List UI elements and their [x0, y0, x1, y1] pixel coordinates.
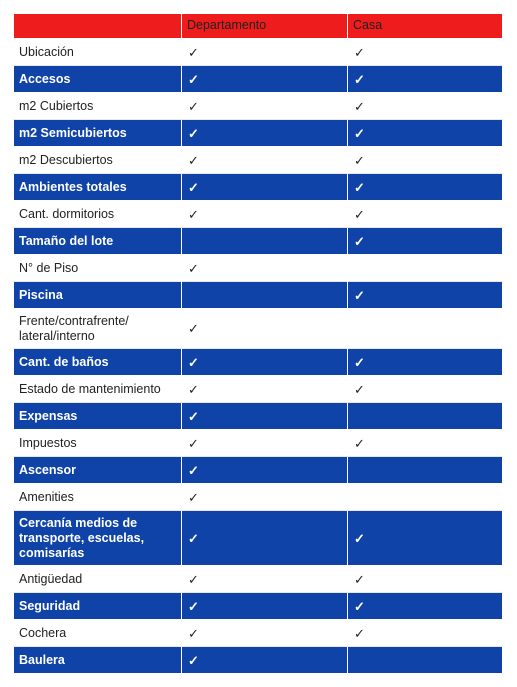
table-row: [14, 282, 503, 309]
casa-check: ✓: [348, 620, 503, 647]
table-row: [14, 201, 503, 228]
casa-check: ✓: [348, 593, 503, 620]
casa-check: ✓: [348, 566, 503, 593]
departamento-check: ✓: [182, 484, 348, 511]
departamento-check: ✓: [182, 511, 348, 566]
table-row: [14, 255, 503, 282]
departamento-check: ✓: [182, 174, 348, 201]
header-row: [14, 14, 503, 39]
table-body: [14, 39, 503, 674]
departamento-check: ✓: [182, 201, 348, 228]
row-label: N° de Piso: [14, 255, 182, 282]
row-label: Expensas: [14, 403, 182, 430]
departamento-check: ✓: [182, 39, 348, 66]
departamento-check: ✓: [182, 309, 348, 349]
row-label: Baulera: [14, 647, 182, 674]
departamento-check: ✓: [182, 593, 348, 620]
table-row: [14, 147, 503, 174]
table-row: [14, 403, 503, 430]
casa-check: [348, 255, 503, 282]
departamento-check: ✓: [182, 430, 348, 457]
row-label: Ubicación: [14, 39, 182, 66]
row-label: Ascensor: [14, 457, 182, 484]
departamento-check: ✓: [182, 120, 348, 147]
row-label: Frente/contrafrente/ lateral/interno: [14, 309, 182, 349]
departamento-check: [182, 282, 348, 309]
row-label: Cochera: [14, 620, 182, 647]
table-row: [14, 39, 503, 66]
row-label: Piscina: [14, 282, 182, 309]
table-row: [14, 309, 503, 349]
table-row: [14, 620, 503, 647]
departamento-check: ✓: [182, 66, 348, 93]
row-label: Ambientes totales: [14, 174, 182, 201]
casa-check: ✓: [348, 120, 503, 147]
casa-check: ✓: [348, 174, 503, 201]
table-row: [14, 566, 503, 593]
departamento-check: ✓: [182, 566, 348, 593]
row-label: Estado de mantenimiento: [14, 376, 182, 403]
casa-check: ✓: [348, 147, 503, 174]
departamento-check: ✓: [182, 457, 348, 484]
departamento-check: ✓: [182, 620, 348, 647]
casa-check: ✓: [348, 430, 503, 457]
table-row: [14, 376, 503, 403]
casa-check: ✓: [348, 93, 503, 120]
table-row: [14, 228, 503, 255]
row-label: Antigüedad: [14, 566, 182, 593]
departamento-check: ✓: [182, 255, 348, 282]
casa-check: [348, 647, 503, 674]
departamento-check: ✓: [182, 349, 348, 376]
casa-check: ✓: [348, 511, 503, 566]
casa-check: ✓: [348, 376, 503, 403]
row-label: Accesos: [14, 66, 182, 93]
table-row: [14, 647, 503, 674]
casa-check: [348, 457, 503, 484]
table-header: [14, 14, 503, 39]
row-label: Cant. de baños: [14, 349, 182, 376]
table-row: [14, 484, 503, 511]
departamento-check: ✓: [182, 147, 348, 174]
header-cell-empty: [14, 14, 182, 39]
header-cell-departamento: Departamento: [182, 14, 348, 39]
table-row: [14, 93, 503, 120]
table-row: [14, 66, 503, 93]
row-label: Amenities: [14, 484, 182, 511]
table-row: [14, 349, 503, 376]
row-label: m2 Semicubiertos: [14, 120, 182, 147]
table-row: [14, 120, 503, 147]
casa-check: ✓: [348, 66, 503, 93]
comparison-table-container: [13, 13, 502, 674]
departamento-check: [182, 228, 348, 255]
casa-check: ✓: [348, 201, 503, 228]
row-label: m2 Cubiertos: [14, 93, 182, 120]
casa-check: ✓: [348, 39, 503, 66]
row-label: m2 Descubiertos: [14, 147, 182, 174]
table-row: [14, 174, 503, 201]
casa-check: [348, 403, 503, 430]
casa-check: ✓: [348, 228, 503, 255]
table-row: [14, 593, 503, 620]
comparison-table: [13, 13, 503, 674]
casa-check: [348, 309, 503, 349]
table-row: [14, 430, 503, 457]
departamento-check: ✓: [182, 403, 348, 430]
departamento-check: ✓: [182, 647, 348, 674]
row-label: Seguridad: [14, 593, 182, 620]
row-label: Tamaño del lote: [14, 228, 182, 255]
row-label: Impuestos: [14, 430, 182, 457]
header-cell-casa: Casa: [348, 14, 503, 39]
departamento-check: ✓: [182, 376, 348, 403]
departamento-check: ✓: [182, 93, 348, 120]
row-label: Cercanía medios de transporte, escuelas, comisarías: [14, 511, 182, 566]
row-label: Cant. dormitorios: [14, 201, 182, 228]
casa-check: [348, 484, 503, 511]
table-row: [14, 457, 503, 484]
casa-check: ✓: [348, 282, 503, 309]
table-row: [14, 511, 503, 566]
casa-check: ✓: [348, 349, 503, 376]
